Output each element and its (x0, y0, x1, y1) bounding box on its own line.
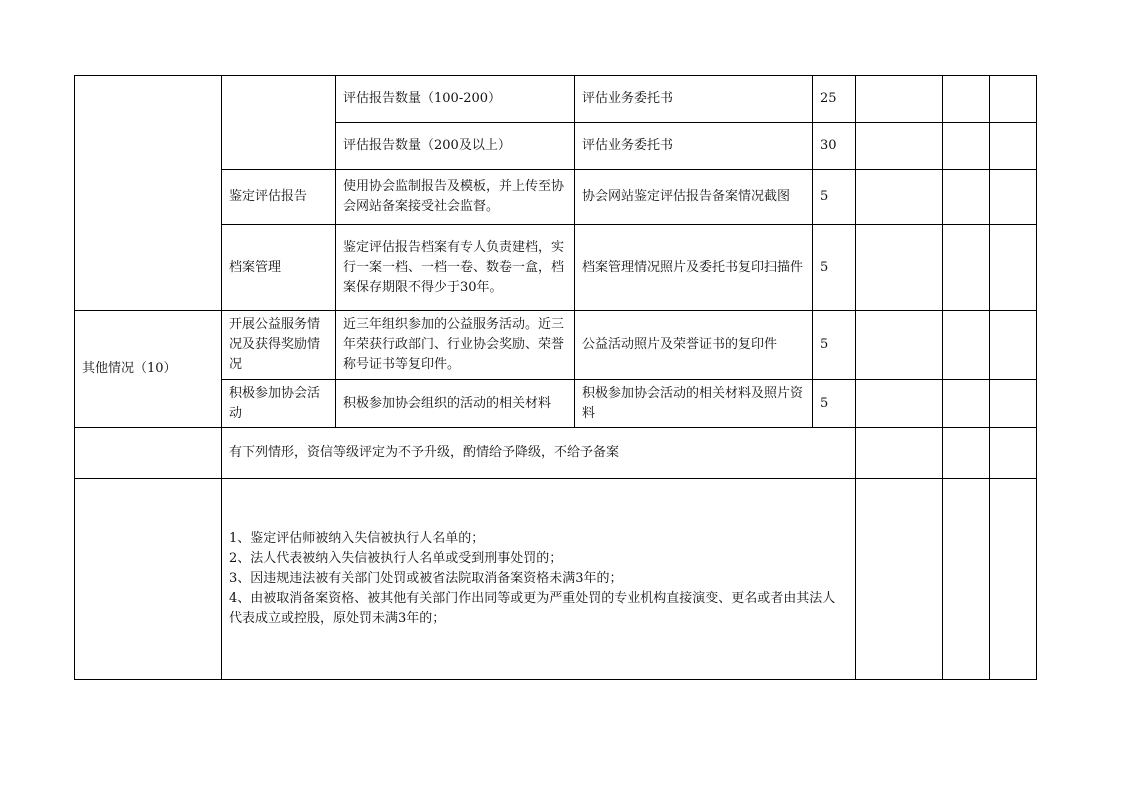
table-row (75, 76, 1037, 123)
blank-cell (990, 76, 1037, 123)
material-cell: 档案管理情况照片及委托书复印扫描件 (575, 225, 813, 311)
blank-cell (943, 479, 990, 680)
subcategory-cell: 档案管理 (222, 225, 336, 311)
item-cell: 积极参加协会组织的活动的相关材料 (336, 380, 575, 428)
score-cell: 5 (813, 170, 856, 225)
blank-cell (856, 170, 943, 225)
subcategory-cell-empty (222, 76, 336, 170)
subcategory-cell: 开展公益服务情况及获得奖励情况 (222, 311, 336, 380)
score-cell: 5 (813, 311, 856, 380)
item-cell: 评估报告数量（200及以上） (336, 123, 575, 170)
blank-cell (856, 479, 943, 680)
material-cell: 评估业务委托书 (575, 76, 813, 123)
material-cell: 积极参加协会活动的相关材料及照片资料 (575, 380, 813, 428)
blank-cell (943, 170, 990, 225)
item-cell: 近三年组织参加的公益服务活动。近三年荣获行政部门、行业协会奖励、荣誉称号证书等复印件。 (336, 311, 575, 380)
score-cell: 30 (813, 123, 856, 170)
score-cell: 5 (813, 380, 856, 428)
table-row (75, 311, 1037, 380)
blank-cell (856, 225, 943, 311)
subcategory-cell: 鉴定评估报告 (222, 170, 336, 225)
blank-cell (75, 428, 222, 479)
item-cell: 使用协会监制报告及模板，并上传至协会网站备案接受社会监督。 (336, 170, 575, 225)
blank-cell (990, 311, 1037, 380)
condition-item: 3、因违规违法被有关部门处罚或被省法院取消备案资格未满3年的； (229, 571, 623, 586)
subcategory-cell: 积极参加协会活动 (222, 380, 336, 428)
blank-cell (990, 479, 1037, 680)
item-cell: 鉴定评估报告档案有专人负责建档，实行一案一档、一档一卷、数卷一盒，档案保存期限不得少于30年。 (336, 225, 575, 311)
blank-cell (990, 428, 1037, 479)
evaluation-table (74, 75, 1037, 680)
blank-cell (856, 76, 943, 123)
condition-item: 2、法人代表被纳入失信被执行人名单或受到刑事处罚的； (229, 551, 563, 566)
blank-cell (943, 311, 990, 380)
condition-item: 1、鉴定评估师被纳入失信被执行人名单的； (229, 531, 485, 546)
blank-cell (943, 428, 990, 479)
blank-cell (75, 479, 222, 680)
blank-cell (990, 225, 1037, 311)
blank-cell (943, 225, 990, 311)
blank-cell (990, 123, 1037, 170)
blank-cell (856, 123, 943, 170)
blank-cell (990, 380, 1037, 428)
category-cell: 其他情况（10） (75, 311, 222, 428)
blank-cell (990, 170, 1037, 225)
score-cell: 25 (813, 76, 856, 123)
blank-cell (943, 380, 990, 428)
blank-cell (856, 380, 943, 428)
material-cell: 公益活动照片及荣誉证书的复印件 (575, 311, 813, 380)
material-cell: 评估业务委托书 (575, 123, 813, 170)
condition-item: 4、由被取消备案资格、被其他有关部门作出同等或更为严重处罚的专业机构直接演变、更名或者由其法人代表成立或控股，原处罚未满3年的； (229, 591, 836, 626)
material-cell: 协会网站鉴定评估报告备案情况截图 (575, 170, 813, 225)
table-row (75, 428, 1037, 479)
table-row (75, 479, 1037, 680)
item-cell: 评估报告数量（100-200） (336, 76, 575, 123)
blank-cell (856, 428, 943, 479)
blank-cell (856, 311, 943, 380)
category-cell-empty (75, 76, 222, 311)
blank-cell (943, 123, 990, 170)
downgrade-condition-heading: 有下列情形，资信等级评定为不予升级，酌情给予降级，不给予备案 (222, 428, 856, 479)
score-cell: 5 (813, 225, 856, 311)
blank-cell (943, 76, 990, 123)
downgrade-conditions-list (222, 479, 856, 680)
